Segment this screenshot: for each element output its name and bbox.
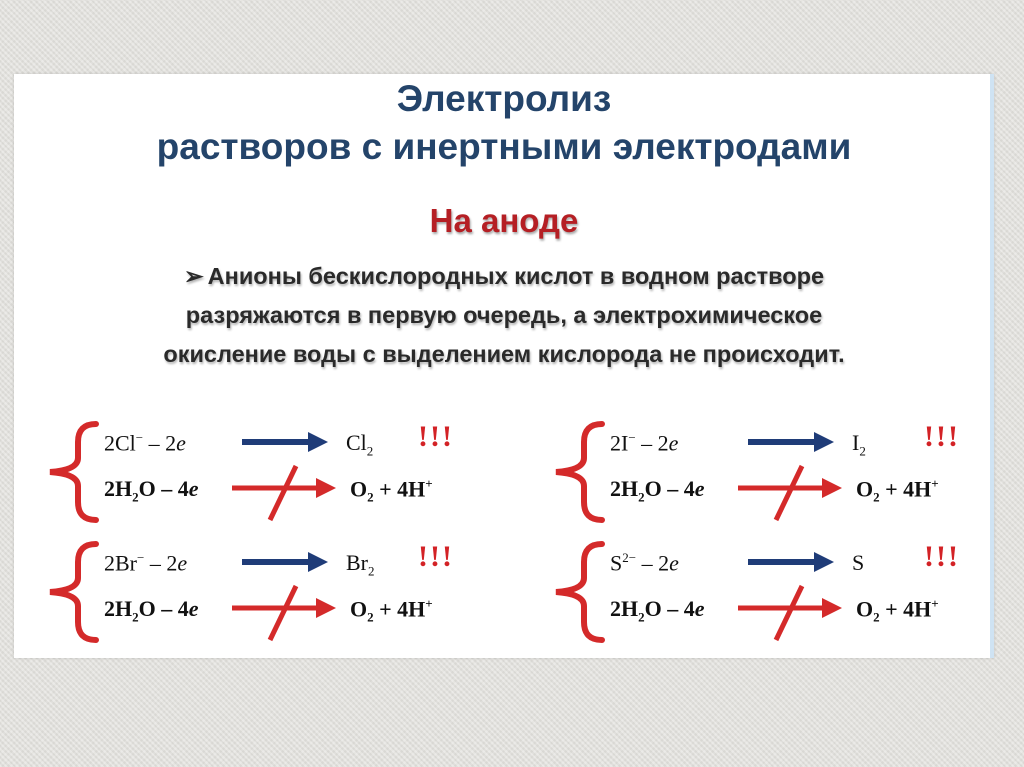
oxygen-symbol: O (856, 476, 874, 502)
brace-path (556, 544, 602, 640)
product-subscript: 2 (366, 443, 374, 459)
oxygen-subscript: 2 (873, 489, 880, 505)
water-tail: O – 4 (644, 596, 695, 621)
allowed-arrow-icon (240, 430, 330, 454)
equation-block-s (546, 536, 986, 646)
product-subscript: 2 (368, 563, 375, 579)
slide-title-line1: Электролиз (396, 78, 612, 119)
blocked-arrow-icon (230, 464, 340, 524)
equation-block-i (546, 416, 986, 526)
row2-product (350, 596, 433, 626)
arrow-head (814, 432, 834, 452)
strike-slash (270, 586, 296, 640)
product-symbol: Cl (346, 430, 367, 455)
ion-symbol: 2Br (104, 550, 137, 576)
slide-subtitle: На аноде (429, 202, 579, 239)
water-tail: O – 4 (644, 476, 695, 501)
ion-charge: − (135, 430, 144, 445)
row1-reactant (610, 430, 678, 456)
exclamation-emphasis: !!! (418, 420, 454, 453)
electron-count: – 2 (143, 430, 177, 456)
row1-product (852, 550, 864, 579)
ion-symbol: S (610, 550, 623, 576)
ion-symbol: 2Cl (104, 430, 136, 456)
rule-line-1-text: Анионы бескислородных кислот в водном растворе (207, 263, 825, 289)
water-subscript: 2 (638, 489, 645, 505)
water-subscript: 2 (638, 609, 645, 625)
exclamation-emphasis: !!! (924, 540, 960, 573)
exclamation-emphasis: !!! (924, 420, 960, 453)
electron-symbol: e (176, 430, 186, 456)
electron-symbol: e (669, 550, 679, 576)
rule-line-3: окисление воды с выделением кислорода не происходит. (163, 341, 845, 367)
proton-charge: + (931, 596, 939, 611)
water-subscript: 2 (132, 489, 139, 505)
electron-count: – 2 (635, 430, 669, 456)
equation-block-br (40, 536, 480, 646)
blocked-arrow-icon (736, 584, 846, 644)
ion-charge: − (628, 430, 636, 445)
electron-count: – 2 (144, 550, 178, 576)
rule-paragraph (34, 257, 974, 374)
electron-symbol: e (668, 430, 679, 456)
arrow-head (316, 598, 336, 618)
row2-reactant (104, 476, 199, 505)
strike-slash (776, 466, 802, 520)
water-h: 2H (610, 476, 639, 501)
row2-product (856, 476, 939, 506)
slide-title-line2: растворов с инертными электродами (156, 126, 852, 167)
arrow-head (822, 598, 842, 618)
ion-charge: 2− (622, 550, 637, 565)
allowed-arrow-icon (746, 550, 836, 574)
proton-charge: + (931, 476, 939, 491)
proton-term: + 4H (879, 476, 932, 502)
oxygen-symbol: O (350, 596, 368, 622)
allowed-arrow-icon (240, 550, 330, 574)
brace-path (556, 424, 602, 520)
row2-product (856, 596, 939, 626)
row1-product (852, 430, 866, 459)
oxygen-subscript: 2 (873, 609, 880, 625)
water-subscript: 2 (132, 609, 139, 625)
electron-symbol: e (694, 596, 705, 621)
oxygen-symbol: O (856, 596, 874, 622)
row1-reactant (610, 550, 679, 576)
arrow-bullet-icon: ➢ (183, 263, 204, 289)
curly-brace-icon (40, 536, 100, 646)
product-symbol: S (852, 550, 865, 575)
proton-charge: + (425, 596, 433, 611)
oxygen-symbol: O (350, 476, 368, 502)
row1-reactant (104, 550, 187, 576)
proton-term: + 4H (373, 596, 426, 622)
oxygen-subscript: 2 (367, 609, 374, 625)
arrow-head (316, 478, 336, 498)
ion-symbol: 2I (610, 430, 629, 456)
water-tail: O – 4 (138, 476, 189, 501)
proton-charge: + (425, 476, 433, 491)
arrow-head (308, 432, 328, 452)
equation-block-cl (40, 416, 480, 526)
row1-reactant (104, 430, 186, 456)
curly-brace-icon (546, 416, 606, 526)
row2-product (350, 476, 433, 506)
water-h: 2H (104, 476, 133, 501)
blocked-arrow-icon (736, 464, 846, 524)
ion-charge: − (137, 550, 145, 565)
brace-path (50, 544, 96, 640)
product-subscript: 2 (859, 443, 866, 459)
rule-line-2: разряжаются в первую очередь, а электрохимическое (185, 302, 823, 328)
electron-count: – 2 (636, 550, 670, 576)
row1-product (346, 550, 375, 579)
arrow-head (814, 552, 834, 572)
exclamation-emphasis: !!! (418, 540, 454, 573)
row2-reactant (104, 596, 199, 625)
electron-symbol: e (188, 476, 199, 501)
electron-symbol: e (694, 476, 705, 501)
arrow-head (822, 478, 842, 498)
rule-line-1 (34, 257, 974, 296)
row2-reactant (610, 476, 705, 505)
product-symbol: I (852, 430, 860, 455)
blocked-arrow-icon (230, 584, 340, 644)
strike-slash (776, 586, 802, 640)
strike-slash (270, 466, 296, 520)
water-h: 2H (610, 596, 639, 621)
curly-brace-icon (546, 536, 606, 646)
electron-symbol: e (188, 596, 199, 621)
brace-path (50, 424, 96, 520)
oxygen-subscript: 2 (367, 489, 374, 505)
water-h: 2H (104, 596, 133, 621)
water-tail: O – 4 (138, 596, 189, 621)
row1-product (346, 430, 373, 459)
allowed-arrow-icon (746, 430, 836, 454)
arrow-head (308, 552, 328, 572)
curly-brace-icon (40, 416, 100, 526)
slide (14, 74, 994, 658)
proton-term: + 4H (879, 596, 932, 622)
row2-reactant (610, 596, 705, 625)
electron-symbol: e (177, 550, 188, 576)
proton-term: + 4H (373, 476, 426, 502)
product-symbol: Br (346, 550, 368, 575)
